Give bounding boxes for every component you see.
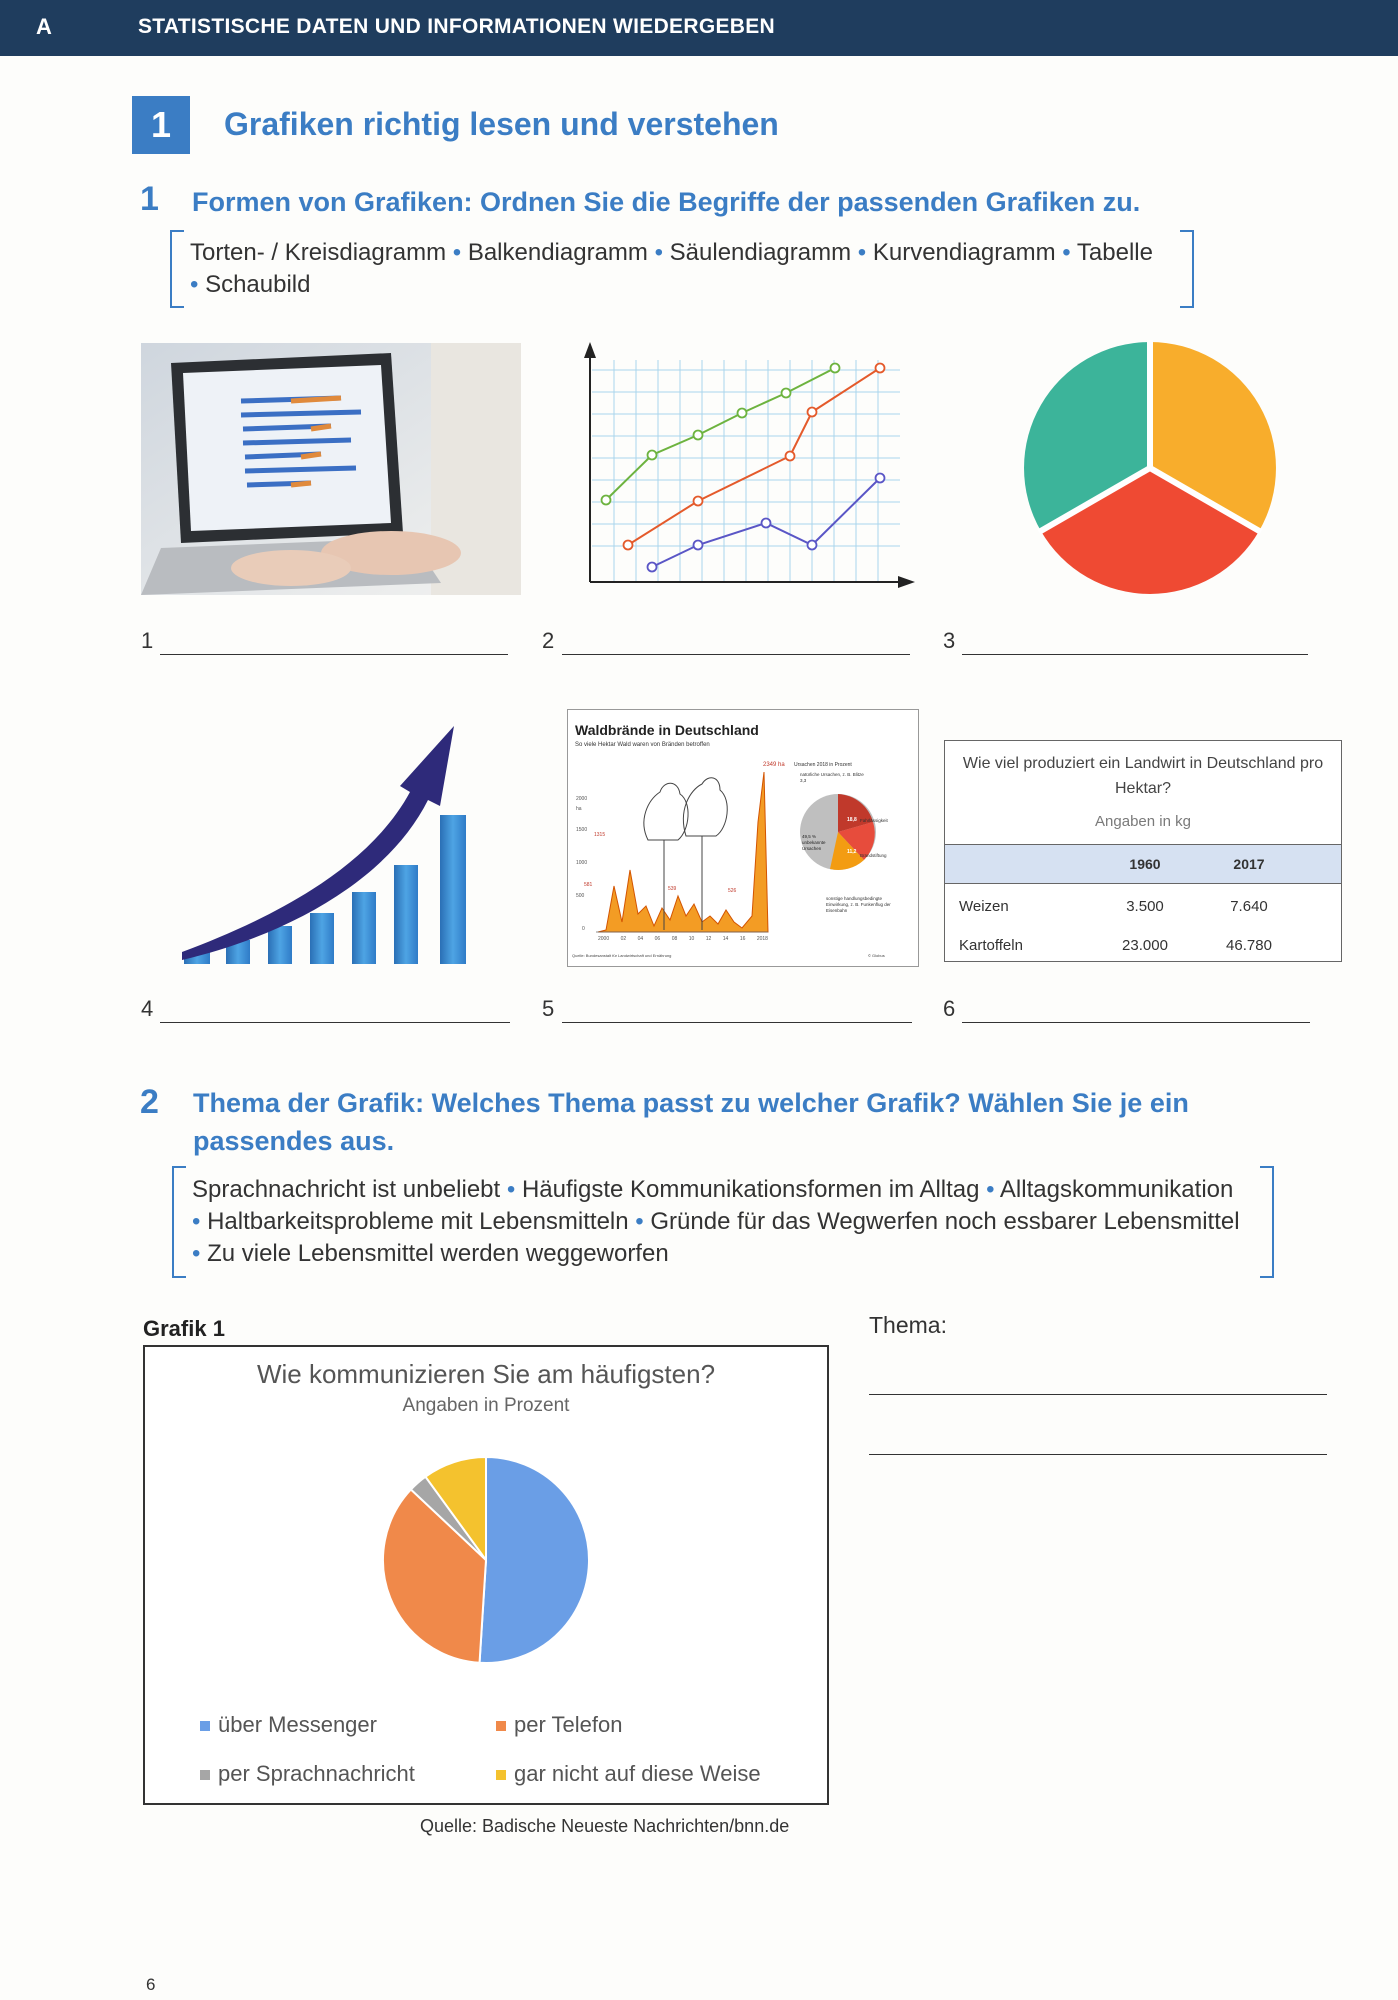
answer-line-4[interactable]	[160, 996, 510, 1023]
page-number: 6	[146, 1975, 156, 1994]
table-row	[945, 894, 1341, 924]
grafik1-chart	[143, 1345, 829, 1805]
x-tick: 14	[722, 936, 729, 942]
grafik1-source: Quelle: Badische Neueste Nachrichten/bnn.de	[420, 1816, 790, 1836]
bracket-left	[172, 1166, 186, 1278]
bracket-right	[1180, 230, 1194, 308]
task2-number: 2	[140, 1083, 159, 1121]
cause-negligence: Fahrlässigkeit	[860, 818, 888, 823]
value-label: 581	[584, 882, 593, 888]
cell: 23.000	[1122, 937, 1168, 954]
y-tick: 0	[582, 926, 585, 932]
cell: 3.500	[1126, 898, 1164, 915]
header-2017: 2017	[1233, 856, 1265, 872]
row-label: Kartoffeln	[959, 937, 1023, 954]
term: Tabelle	[1076, 239, 1153, 266]
grafik1-label: Grafik 1	[143, 1316, 225, 1341]
landwirt-table	[944, 740, 1342, 962]
x-tick: 12	[705, 936, 712, 942]
y-unit: ha	[576, 806, 582, 812]
legend-swatch	[200, 1770, 210, 1780]
row-label: Weizen	[959, 898, 1009, 915]
theme: Haltbarkeitsprobleme mit Lebensmitteln	[207, 1208, 629, 1235]
table-subtitle: Angaben in kg	[1095, 813, 1191, 830]
x-tick: 06	[654, 936, 661, 942]
term: Schaubild	[205, 271, 311, 298]
pie-chart-image	[1020, 338, 1280, 598]
pie-label-unknown: 49,5 % unbekannte Ursachen	[802, 834, 826, 851]
value-label: 526	[728, 888, 737, 894]
task2-title	[193, 1084, 1293, 1160]
chapter-letter: A	[36, 14, 52, 39]
task1-number: 1	[140, 180, 159, 218]
task2-title-line1: Thema der Grafik: Welches Thema passt zu welcher Grafik? Wählen Sie je ein	[193, 1088, 1189, 1118]
term: Balkendiagramm	[467, 239, 648, 266]
x-tick: 04	[637, 936, 644, 942]
cause-natural: natürliche Ursachen, z. B. Blitze 3,3	[800, 772, 864, 783]
theme-box: Sprachnachricht ist unbeliebt • Häufigste Kommunikationsformen im Alltag • Alltagskommunikation • Haltbarkeitsprobleme mit Lebensmitteln • Gründe für das Wegwerfen noch essbarer Lebensmittel • Zu viele Lebensmittel werden weggeworfen	[192, 1176, 1240, 1267]
label-2: 2	[542, 628, 555, 653]
x-tick: 02	[620, 936, 627, 942]
legend-item-nicht	[496, 1761, 761, 1787]
legend-item-sprachnachricht	[200, 1761, 415, 1787]
causes-title: Ursachen 2018 in Prozent	[794, 762, 852, 768]
x-tick: 16	[739, 936, 746, 942]
chart-title: Wie kommunizieren Sie am häufigsten?	[256, 1359, 716, 1389]
theme: Häufigste Kommunikationsformen im Alltag	[521, 1176, 980, 1203]
chapter-title: STATISTISCHE DATEN UND INFORMATIONEN WIEDERGEBEN	[138, 15, 776, 38]
pie-label: 18,8	[847, 817, 857, 823]
term: Kurvendiagramm	[872, 239, 1056, 266]
legend-label: per Telefon	[514, 1712, 623, 1737]
answer-line-3[interactable]	[962, 628, 1308, 655]
chart-subtitle: Angaben in Prozent	[402, 1395, 570, 1416]
x-axis-ticks	[598, 936, 768, 942]
legend-item-messenger	[200, 1712, 377, 1738]
table-title: Wie viel produziert ein Landwirt in Deutschland pro Hektar?	[962, 755, 1324, 797]
header-bar	[0, 0, 1398, 56]
header-1960: 1960	[1129, 856, 1161, 872]
x-tick: 2000	[598, 936, 610, 942]
label-3: 3	[943, 628, 956, 653]
table-header-row	[945, 844, 1341, 884]
legend-label: per Sprachnachricht	[218, 1761, 415, 1786]
value-label: 539	[668, 886, 677, 892]
table-row	[945, 933, 1341, 963]
bracket-left	[170, 230, 184, 308]
theme: Gründe für das Wegwerfen noch essbarer Lebensmittel	[650, 1208, 1240, 1235]
theme: Alltagskommunikation	[999, 1176, 1234, 1203]
task1-title: Formen von Grafiken: Ordnen Sie die Begriffe der passenden Grafiken zu.	[192, 187, 1141, 217]
pie-slice-1	[480, 1457, 589, 1663]
answer-line-2[interactable]	[562, 628, 910, 655]
answer-line-6[interactable]	[962, 996, 1310, 1023]
y-tick: 1000	[576, 860, 588, 866]
answer-line-1[interactable]	[160, 628, 508, 655]
answer-line-5[interactable]	[562, 996, 912, 1023]
infographic-subtitle: So viele Hektar Wald waren von Bränden betroffen	[575, 742, 710, 748]
cause-arson: Brandstiftung	[860, 853, 887, 858]
theme: Zu viele Lebensmittel werden weggeworfen	[207, 1240, 669, 1267]
term: Säulendiagramm	[669, 239, 852, 266]
thema-label: Thema:	[869, 1312, 947, 1338]
line-chart-image	[570, 340, 920, 592]
globus-brand: © Globus	[868, 953, 885, 958]
cell: 46.780	[1226, 937, 1272, 954]
label-1: 1	[141, 628, 154, 653]
peak-label: 2349 ha	[763, 762, 785, 768]
infographic-title: Waldbrände in Deutschland	[575, 722, 759, 738]
y-tick: 500	[576, 893, 585, 899]
cell: 7.640	[1230, 898, 1268, 915]
value-label: 1315	[594, 832, 606, 838]
theme: Sprachnachricht ist unbeliebt	[192, 1176, 501, 1203]
pie-label: 11,2	[847, 849, 857, 855]
cause-other: sonstige handlungsbedingte Einwirkung, z. B. Funkenflug der Eisenbahn	[826, 896, 891, 913]
thema-answer-line-2[interactable]	[869, 1428, 1327, 1455]
legend-swatch	[200, 1721, 210, 1731]
label-4: 4	[141, 996, 154, 1021]
infographic-source: Quelle: Bundesanstalt für Landwirtschaft und Ernährung	[572, 953, 672, 958]
label-6: 6	[943, 996, 956, 1021]
legend-swatch	[496, 1721, 506, 1731]
x-tick: 08	[671, 936, 678, 942]
x-tick: 10	[688, 936, 695, 942]
growth-chart-image	[178, 720, 478, 965]
task2-title-line2: passendes aus.	[193, 1126, 395, 1156]
thema-answer-line-1[interactable]	[869, 1368, 1327, 1395]
y-tick: 1500	[576, 827, 588, 833]
section-number: 1	[132, 96, 190, 154]
label-5: 5	[542, 996, 555, 1021]
term: Torten- / Kreisdiagramm	[190, 239, 447, 266]
legend-label: gar nicht auf diese Weise	[514, 1761, 761, 1786]
section-title: Grafiken richtig lesen und verstehen	[224, 106, 779, 142]
pie-label: 17,1	[830, 881, 840, 887]
y-tick: 2000	[576, 796, 588, 802]
x-tick: 2018	[756, 936, 768, 942]
laptop-photo	[141, 343, 521, 595]
legend-item-telefon	[496, 1712, 622, 1738]
legend-swatch	[496, 1770, 506, 1780]
waldbraende-infographic	[567, 709, 919, 967]
legend-label: über Messenger	[218, 1712, 377, 1737]
term-box: Torten- / Kreisdiagramm • Balkendiagramm • Säulendiagramm • Kurvendiagramm • Tabelle • Schaubild	[190, 239, 1153, 298]
